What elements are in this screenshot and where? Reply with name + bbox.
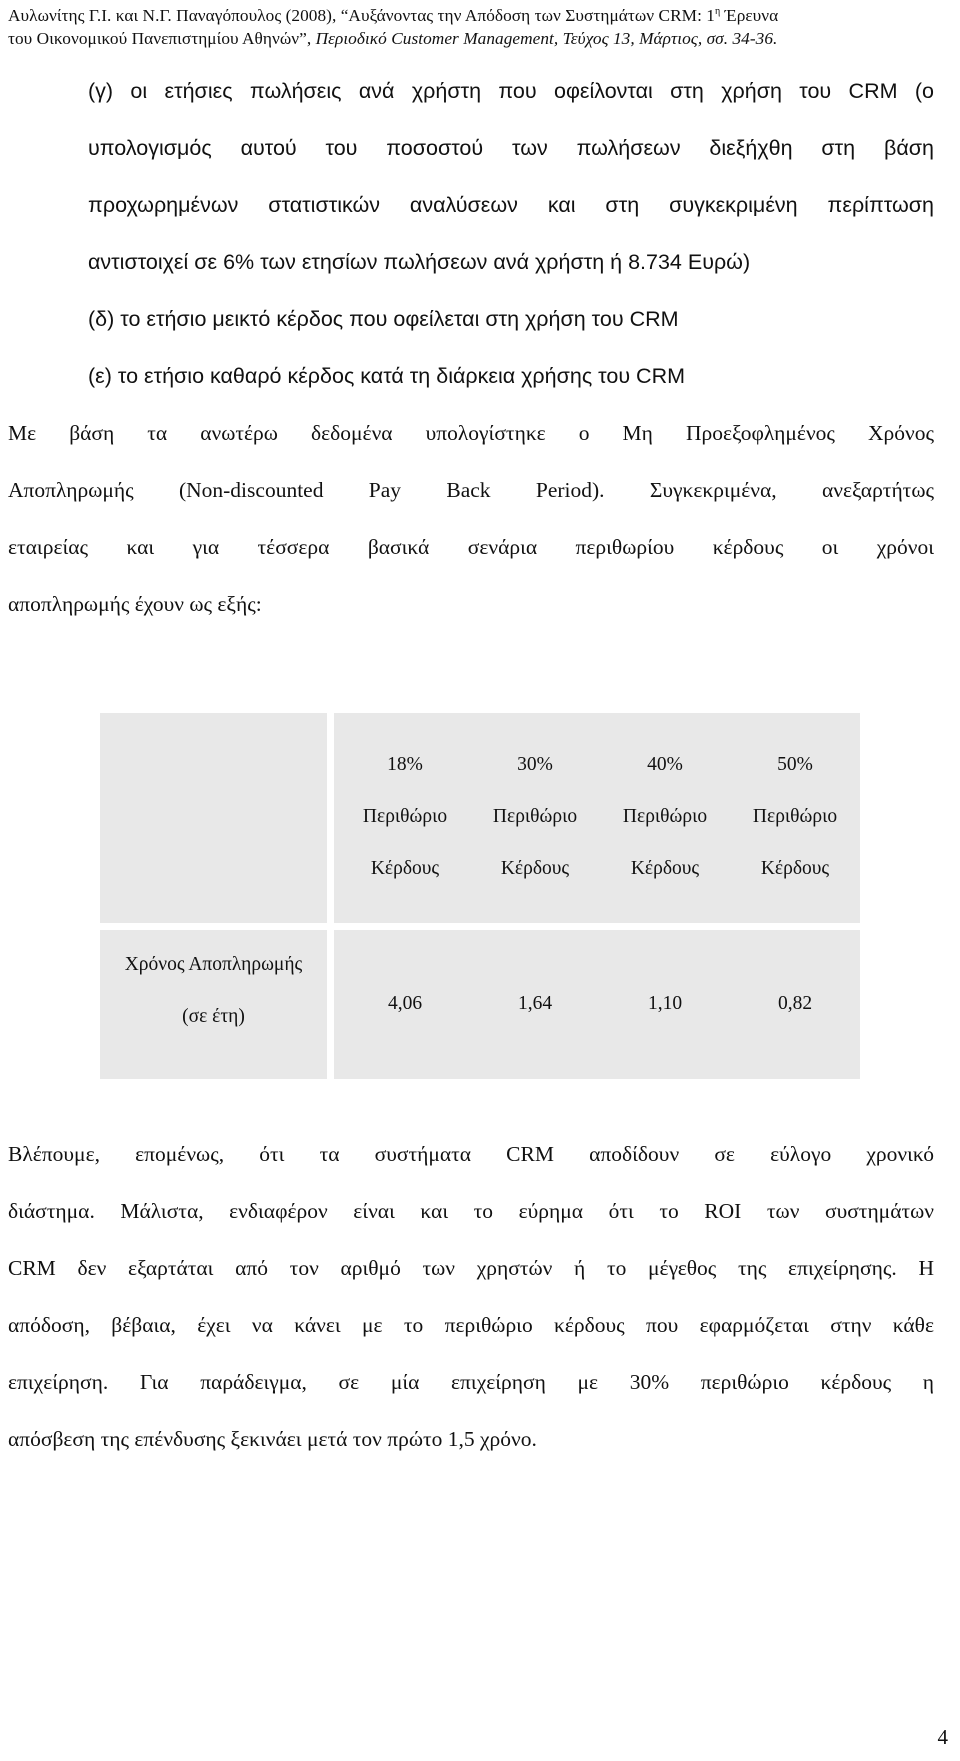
table-cell-value: 0,82 [777, 993, 813, 1014]
body-line: Με βάση τα ανωτέρω δεδομένα υπολογίστηκε ο Μη Προεξοφλημένος Χρόνος [8, 421, 934, 445]
body-line: Αποπληρωμής (Non-discounted Pay Back Period). Συγκεκριμένα, ανεξαρτήτως [8, 478, 934, 502]
column-header: 40% Περιθώριο Κέρδους [622, 754, 708, 879]
body-line: αποπληρωμής έχουν ως εξής: [8, 592, 262, 616]
table-cell-value: 4,06 [387, 993, 423, 1014]
empty-header-cell [100, 713, 327, 923]
body-line: εταιρείας και για τέσσερα βασικά σενάρια περιθωρίου κέρδους οι χρόνοι [8, 535, 934, 559]
body-line: απόδοση, βέβαια, έχει να κάνει με το περιθώριο κέρδους που εφαρμόζεται στην κάθε [8, 1313, 934, 1337]
column-header: 18% Περιθώριο Κέρδους [362, 754, 448, 879]
body-line: υπολογισμός αυτού του ποσοστού των πωλήσεων διεξήχθη στη βάση [88, 136, 934, 160]
header-citation-line2: του Οικονομικού Πανεπιστημίου Αθηνών”, Περιοδικό Customer Management, Τεύχος 13, Μάρτιος, σσ. 34-36. [8, 29, 778, 48]
body-line: Βλέπουμε, επομένως, ότι τα συστήματα CRM αποδίδουν σε εύλογο χρονικό [8, 1142, 934, 1166]
payback-table [100, 713, 860, 1079]
body-line: (δ) το ετήσιο μεικτό κέρδος που οφείλεται στη χρήση του CRM [88, 307, 679, 331]
body-line: αντιστοιχεί σε 6% των ετησίων πωλήσεων ανά χρήστη ή 8.734 Ευρώ) [88, 250, 751, 274]
column-header: 30% Περιθώριο Κέρδους [492, 754, 578, 879]
body-line: επιχείρηση. Για παράδειγμα, σε μία επιχείρηση με 30% περιθώριο κέρδους η [8, 1370, 934, 1394]
body-line: διάστημα. Μάλιστα, ενδιαφέρον είναι και το εύρημα ότι το ROI των συστημάτων [8, 1199, 934, 1223]
table-cell-value: 1,64 [517, 993, 553, 1014]
running-header [8, 4, 954, 50]
body-line: απόσβεση της επένδυσης ξεκινάει μετά τον πρώτο 1,5 χρόνο. [8, 1427, 537, 1451]
body-line: (γ) οι ετήσιες πωλήσεις ανά χρήστη που οφείλονται στη χρήση του CRM (ο [88, 79, 934, 103]
body-line: CRM δεν εξαρτάται από τον αριθμό των χρηστών ή το μέγεθος της επιχείρησης. Η [8, 1256, 934, 1280]
page-number: 4 [937, 1725, 948, 1749]
row-label: Χρόνος Αποπληρωμής (σε έτη) [124, 954, 303, 1027]
body-line: (ε) το ετήσιο καθαρό κέρδος κατά τη διάρκεια χρήσης του CRM [88, 364, 686, 388]
table-cell-value: 1,10 [647, 993, 683, 1014]
body-line: προχωρημένων στατιστικών αναλύσεων και στη συγκεκριμένη περίπτωση [88, 193, 934, 217]
header-citation-line1: Αυλωνίτης Γ.Ι. και Ν.Γ. Παναγόπουλος (2008), “Αυξάνοντας την Απόδοση των Συστημάτων CRM: $1^\eta$ Έρευνα [8, 6, 779, 25]
column-header: 50% Περιθώριο Κέρδους [752, 754, 838, 879]
